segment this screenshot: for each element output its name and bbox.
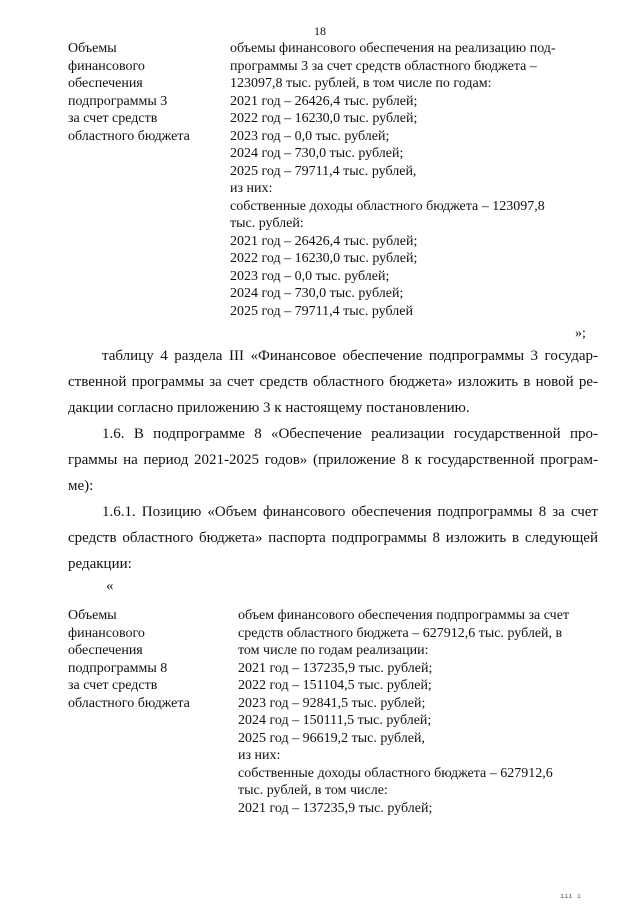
paragraph-line: средств областного бюджета» паспорта подпрограммы 8 изложить в следующей [68, 530, 598, 546]
paragraph-line: ственной программы за счет средств областного бюджета» изложить в новой ре- [68, 374, 598, 390]
paragraph-line: дакции согласно приложению 3 к настоящему постановлению. [68, 400, 470, 416]
table1-right-line: тыс. рублей: [230, 216, 304, 231]
paragraph-1-6 [68, 421, 598, 499]
table1-right-line: 2021 год – 26426,4 тыс. рублей; [230, 93, 418, 109]
table1-left-line: обеспечения [68, 76, 143, 91]
table2-right-line: средств областного бюджета – 627912,6 тыс. рублей, в [238, 625, 563, 641]
table1-right-line: собственные доходы областного бюджета – 123097,8 [230, 198, 545, 214]
table2-right-column [238, 607, 598, 817]
table2-right-line: 2021 год – 137235,9 тыс. рублей; [238, 800, 433, 816]
table1-left-column [68, 40, 230, 320]
paragraph-line: 1.6.1. Позицию «Объем финансового обеспечения подпрограммы 8 за счет [102, 504, 598, 520]
table1-right-line: 2022 год – 16230,0 тыс. рублей; [230, 111, 418, 126]
paragraph-table-4 [68, 343, 598, 421]
table1-right-line: 2023 год – 0,0 тыс. рублей; [230, 128, 390, 144]
paragraph-line: таблицу 4 раздела III «Финансовое обеспечение подпрограммы 3 государ- [102, 348, 598, 364]
table1-right-line: 123097,8 тыс. рублей, в том числе по годам: [230, 76, 492, 91]
table1-right-line: программы 3 за счет средств областного бюджета – [230, 58, 537, 74]
table1-right-line: 2024 год – 730,0 тыс. рублей; [230, 286, 404, 301]
page-number: 18 [314, 24, 326, 38]
paragraph-line: 1.6. В подпрограмме 8 «Обеспечение реализации государственной про- [102, 426, 598, 442]
table1-right-column [230, 40, 598, 320]
table1-right-line: из них: [230, 181, 273, 196]
closing-quote: »; [575, 326, 586, 341]
table1-right-line: объемы финансового обеспечения на реализацию под- [230, 41, 556, 56]
table1-right-line: 2022 год – 16230,0 тыс. рублей; [230, 251, 418, 266]
paragraph-line: редакции: [68, 556, 132, 572]
table2-left-line: подпрограммы 8 [68, 660, 168, 676]
paragraph-line: ме): [68, 478, 94, 494]
table2-left-line: Объемы [68, 608, 117, 623]
table2-right-line: собственные доходы областного бюджета – 627912,6 [238, 765, 553, 781]
table2-left-line: финансового [68, 625, 145, 641]
table1-right-line: 2025 год – 79711,4 тыс. рублей [230, 303, 413, 319]
table2-left-line: обеспечения [68, 643, 143, 658]
table1-left-line: за счет средств [68, 111, 158, 126]
table2-right-line: 2021 год – 137235,9 тыс. рублей; [238, 660, 433, 676]
table1-left-line: финансового [68, 58, 145, 74]
table2-left-column [68, 607, 238, 817]
table2-right-line: 2022 год – 151104,5 тыс. рублей; [238, 678, 432, 693]
table2-right-line: 2024 год – 150111,5 тыс. рублей; [238, 713, 432, 728]
open-quote: « [106, 578, 114, 594]
table2-right-line: объем финансового обеспечения подпрограммы за счет [238, 608, 570, 623]
table2-right-line: 2023 год – 92841,5 тыс. рублей; [238, 695, 426, 711]
table2-left-line: за счет средств [68, 678, 158, 693]
table1-right-line: 2023 год – 0,0 тыс. рублей; [230, 268, 390, 284]
table1-left-line: подпрограммы 3 [68, 93, 168, 109]
table1-left-line: областного бюджета [68, 128, 190, 144]
table2-left-line: областного бюджета [68, 695, 190, 711]
table1-right-line: 2021 год – 26426,4 тыс. рублей; [230, 233, 418, 249]
table2-right-line: тыс. рублей, в том числе: [238, 783, 388, 798]
table1-right-line: 2024 год – 730,0 тыс. рублей; [230, 146, 404, 161]
table2-right-line: из них: [238, 748, 281, 763]
paragraph-1-6-1 [68, 499, 598, 577]
table2-right-line: 2025 год – 96619,2 тыс. рублей, [238, 730, 425, 746]
passport-table-subprogram-8 [68, 607, 598, 817]
table1-right-line: 2025 год – 79711,4 тыс. рублей, [230, 163, 417, 179]
footer-scan-mark: ııı ı [560, 892, 582, 900]
table2-right-line: том числе по годам реализации: [238, 643, 429, 658]
paragraph-line: граммы на период 2021-2025 годов» (приложение 8 к государственной програм- [68, 452, 598, 468]
table1-left-line: Объемы [68, 41, 117, 56]
passport-table-subprogram-3 [68, 40, 598, 320]
